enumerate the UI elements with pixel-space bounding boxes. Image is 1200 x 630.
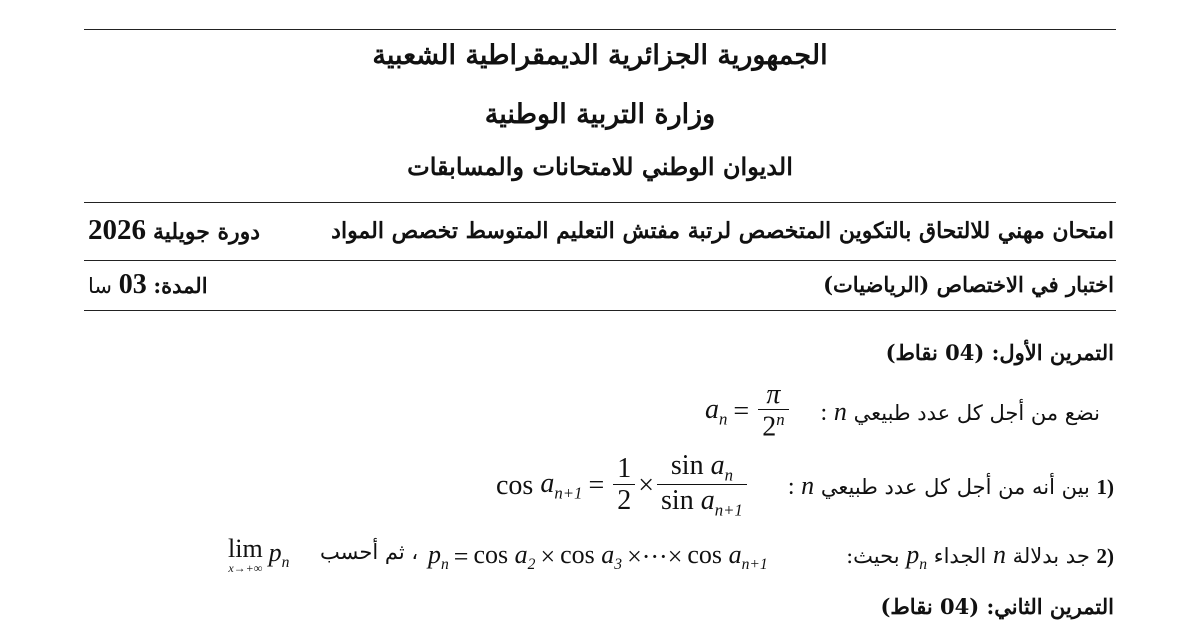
intro-var-n: n (833, 397, 847, 426)
q2-number: 2) (1096, 544, 1114, 568)
q2-text-a: جد بدلالة (1012, 544, 1090, 568)
q1-text: بين أنه من أجل كل عدد طبيعي (820, 475, 1090, 499)
header-ministry: وزارة التربية الوطنية (484, 99, 716, 130)
duration-unit: سا (88, 274, 112, 298)
fraction-den: 2$^n$ (758, 409, 788, 444)
sin-den: $\sin a_{n+1}$ (657, 484, 747, 520)
question1 (788, 471, 1114, 501)
header-rule (84, 202, 1116, 203)
fraction-sin (657, 451, 747, 520)
fraction-pi-over-2n (758, 380, 788, 444)
q2-var-n: n (992, 540, 1006, 569)
equation-cos (496, 451, 750, 520)
eq-times-1: × (540, 542, 556, 572)
fraction-half (613, 454, 635, 517)
q2-then-compute: ، ثم أحسب (320, 540, 419, 564)
eq-equals: = (733, 395, 750, 427)
exercise2-title: التمرين الثاني: (04 نقاط) (880, 594, 1114, 619)
fraction-num: π (766, 379, 781, 410)
header-office: الديوان الوطني للامتحانات والمسابقات (407, 152, 793, 181)
q1-colon: : (787, 474, 795, 500)
eq-cos: cos (496, 469, 541, 501)
session-year: 2026 (88, 214, 146, 246)
q2-text-c: بحيث: (846, 544, 900, 568)
eq-cos-an1: $\cos a_{n+1}$ (687, 540, 768, 574)
exercise1-title: التمرين الأول: (04 نقاط) (885, 340, 1114, 365)
intro-colon: : (820, 400, 828, 426)
session-label: دورة جويلية (153, 219, 261, 245)
q2-text-b: الجداء (933, 544, 987, 568)
header-republic: الجمهورية الجزائرية الديمقراطية الشعبية (372, 40, 828, 71)
duration-info (88, 269, 208, 301)
eq-equals-3: = (453, 542, 469, 572)
lim-pn: $p_n$ (268, 537, 290, 572)
eq-equals-2: = (588, 469, 605, 501)
session-info (88, 214, 260, 247)
half-num: 1 (617, 453, 632, 485)
lim-text: lim (228, 534, 263, 563)
eq-cos-a2: $\cos a_2$ (473, 540, 536, 574)
top-rule (84, 29, 1116, 30)
limit-expression (228, 536, 289, 574)
sin-num: $\sin a_n$ (670, 450, 733, 485)
eq-an: $a_n$ (705, 394, 728, 429)
exam-subject: اختبار في الاختصاص (الرياضيات) (823, 272, 1114, 297)
q1-number: 1) (1096, 475, 1114, 499)
lim-sub: x→+∞ (228, 561, 263, 575)
q1-var-n: n (801, 471, 815, 500)
equation-product (428, 540, 768, 574)
eq-a-n1: $a_{n+1}$ (540, 467, 583, 503)
equation-an (705, 380, 792, 444)
intro-text: نضع من أجل كل عدد طبيعي (853, 401, 1100, 425)
eq-times: × (638, 469, 655, 501)
exam-rule (84, 260, 1116, 261)
eq-cos-a3: $\cos a_3$ (560, 540, 623, 574)
exercise1-intro (821, 397, 1100, 427)
exam-title: امتحان مهني للالتحاق بالتكوين المتخصص لرتبة مفتش التعليم المتوسط تخصص المواد (331, 218, 1114, 244)
eq-times-dots: ×···× (627, 542, 683, 572)
duration-value: 03 (118, 269, 147, 300)
lim-operator (228, 536, 263, 574)
half-den: 2 (613, 484, 635, 517)
question2 (846, 540, 1114, 574)
q2-var-pn: $p_n$ (906, 540, 928, 574)
duration-label: المدة: (153, 273, 208, 298)
subject-rule (84, 310, 1116, 311)
eq-pn: $p_n$ (428, 540, 449, 574)
